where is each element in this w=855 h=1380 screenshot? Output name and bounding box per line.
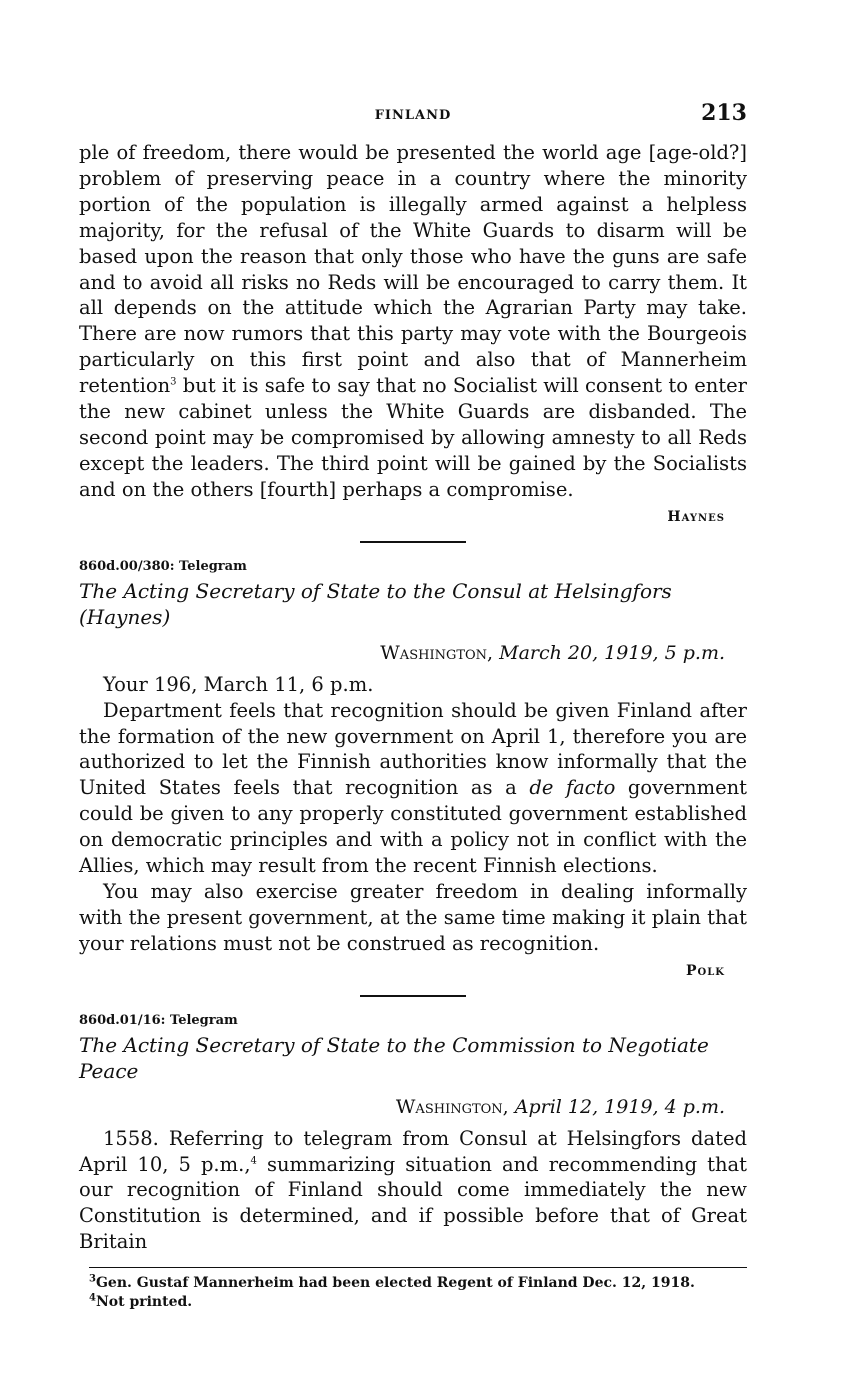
footnotes [89,1267,747,1312]
signature: Polk [686,962,725,979]
footnote-mark: 3 [89,1273,96,1285]
italic-phrase: de facto [529,776,616,800]
footnote-text: Gen. Gustaf Mannerheim had been elected Regent of Finland Dec. 12, 1918. [95,1275,695,1292]
paragraph-text: ple of freedom, there would be presented the world age [age-old?] problem of preserving peace in a country where the minority portion of the population is illegally armed against a helpless majority, for the refusal of the White Guards to disarm will be based upon the reason that only those who have the guns are safe and to avoid all risks no Reds will be encouraged to carry them. It all depends on the attitude which the Agrarian Party may take. There are now rumors that this party may vote with the Bourgeois particularly on this first point and also that of Mannerheim retention [79,141,747,398]
footnote [89,1293,747,1312]
dateline [79,1094,725,1120]
document-title: The Acting Secretary of State to the Consul at Helsingfors (Haynes) [79,578,672,629]
signature: Haynes [667,508,725,525]
file-reference: 860d.00/380: Telegram [79,558,247,574]
paragraph-text: government could be given to any properly constituted government established on democratic principles and with a policy not in conflict with the Allies, which may result from the recent Finnish elections. [79,776,747,878]
page-number: 213 [701,100,747,126]
paragraph: You may also exercise greater freedom in dealing informally with the present government, at the same time making it plain that your relations must not be construed as recognition. [79,879,747,955]
section-divider [360,995,466,997]
paragraph [79,1126,747,1256]
footnote-reference: 3 [170,376,177,388]
paragraph [79,698,747,879]
paragraph-text: but it is safe to say that no Socialist will consent to enter the new cabinet unless the White Guards are disbanded. The second point may be compromised by allowing amnesty to all Reds except the leaders. The third point will be gained by the Socialists and on the others [fourth] perhaps a compromise. [79,374,747,501]
paragraph-text: summarizing situation and recommending that our recognition of Finland should come immediately the new Constitution is determined, and if possible before that of Great Britain [79,1152,747,1254]
section-divider [360,541,466,543]
continued-paragraph [79,140,747,503]
paragraph: Your 196, March 11, 6 p.m. [103,672,374,696]
footnote-text: Not printed. [95,1294,193,1311]
dateline-place: Washington, [395,1095,509,1118]
dateline-place: Washington, [380,641,494,664]
dateline [79,640,725,666]
document-page [79,100,747,1312]
file-reference: 860d.01/16: Telegram [79,1012,238,1028]
document-title: The Acting Secretary of State to the Commission to Negotiate Peace [79,1032,709,1083]
footnote-reference: 4 [250,1155,257,1167]
paragraph-text: Department feels that recognition should be given Finland after the formation of the new government on April 1, therefore you are authorized to let the Finnish authorities know informally that the United States feels that recognition as a [79,698,747,800]
page-header [79,100,747,140]
dateline-date: March 20, 1919, 5 p.m. [499,641,725,664]
footnote-mark: 4 [89,1292,96,1304]
paragraph-text: 1558. Referring to telegram from Consul at Helsingfors dated April 10, 5 p.m., [79,1126,747,1176]
footnote [89,1274,747,1293]
running-head: FINLAND [374,108,452,123]
dateline-date: April 12, 1919, 4 p.m. [514,1095,725,1118]
